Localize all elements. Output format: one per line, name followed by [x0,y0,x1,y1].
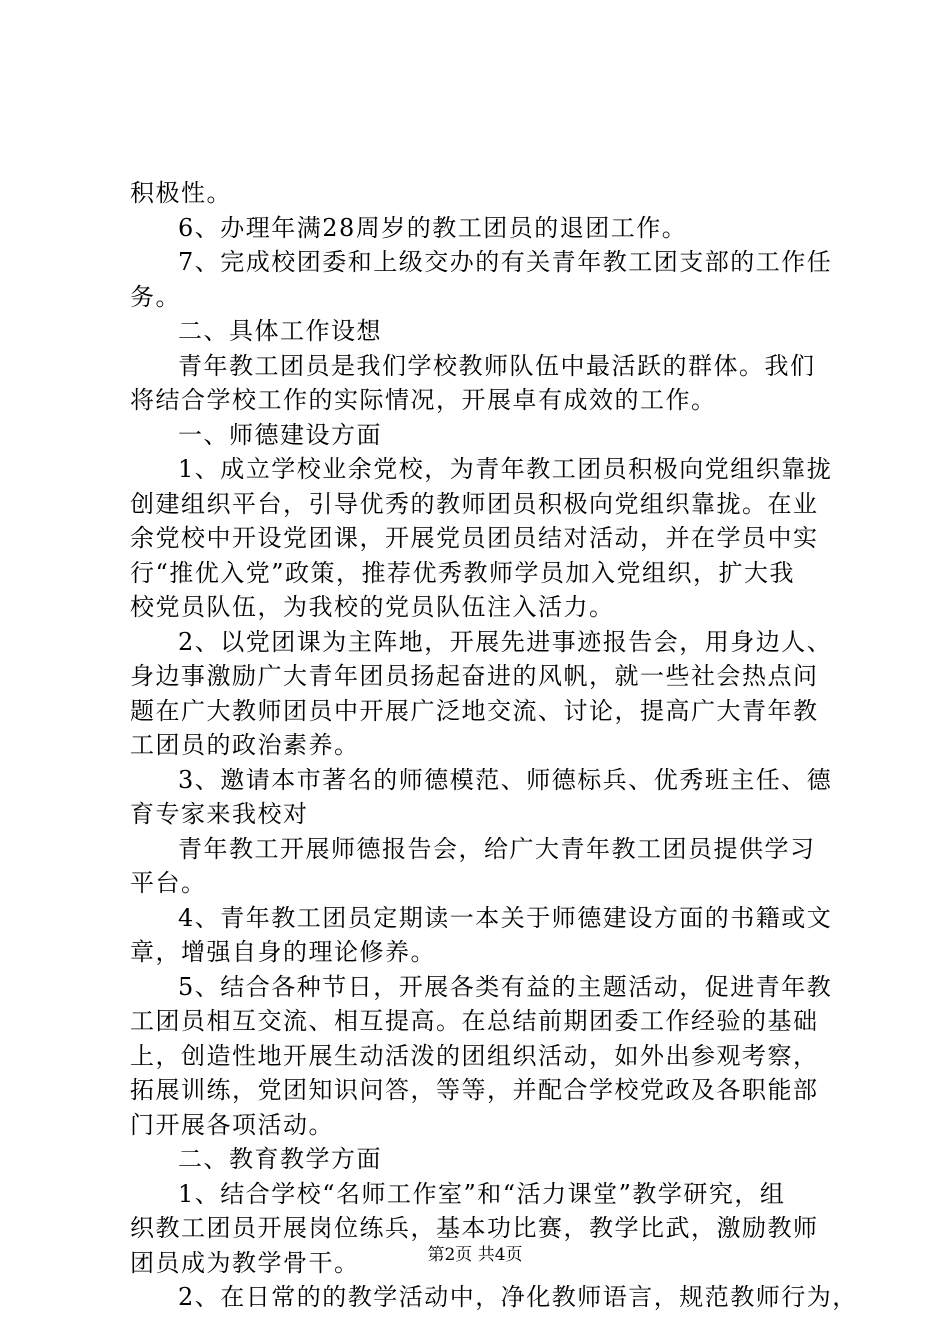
text-line: 7、完成校团委和上级交办的有关青年教工团支部的工作任 [178,248,833,276]
text-line: 工团员相互交流、相互提高。在总结前期团委工作经验的基础 [130,1007,819,1035]
text-line: 工团员的政治素养。 [130,731,360,759]
text-line: 1、结合学校“名师工作室”和“活力课堂”教学研究，组 [178,1179,786,1208]
text-line: 余党校中开设党团课，开展党员团员结对活动，并在学员中实 [130,524,819,552]
document-body [130,176,858,1315]
text-line: 创建组织平台，引导优秀的教师团员积极向党组织靠拢。在业 [130,489,819,518]
text-line: 身边事激励广大青年团员扬起奋进的风帆，就一些社会热点问 [130,662,819,690]
text-line: 青年教工团员是我们学校教师队伍中最活跃的群体。我们 [178,351,816,380]
text-line: 行“推优入党”政策，推荐优秀教师学员加入党组织，扩大我 [130,558,796,587]
text-line: 育专家来我校对 [130,800,309,828]
text-line: 校党员队伍，为我校的党员队伍注入活力。 [130,593,615,621]
text-line: 3、邀请本市著名的师德模范、师德标兵、优秀班主任、德 [178,765,833,794]
text-line: 团员成为教学骨干。 [130,1248,360,1277]
text-line: 一、师德建设方面 [178,420,382,449]
text-line: 二、具体工作设想 [178,317,382,345]
text-line: 1、成立学校业余党校，为青年教工团员积极向党组织靠拢 [178,455,833,483]
text-line: 织教工团员开展岗位练兵，基本功比赛，教学比武，激励教师 [130,1214,819,1242]
text-line: 4、青年教工团员定期读一本关于师德建设方面的书籍或文 [178,903,833,932]
text-line: 6、办理年满28周岁的教工团员的退团工作。 [178,213,688,242]
text-line: 5、结合各种节日，开展各类有益的主题活动，促进青年教 [178,972,833,1001]
text-line: 二、教育教学方面 [178,1145,382,1173]
text-line: 平台。 [130,869,207,897]
text-line: 门开展各项活动。 [130,1110,334,1139]
page-footer: 第2页 共4页 [427,1245,523,1265]
text-line: 上，创造性地开展生动活泼的团组织活动，如外出参观考察， [130,1041,819,1070]
text-line: 章，增强自身的理论修养。 [130,938,436,966]
text-line: 将结合学校工作的实际情况，开展卓有成效的工作。 [130,386,717,414]
text-line: 题在广大教师团员中开展广泛地交流、讨论，提高广大青年教 [130,696,819,725]
text-line: 务。 [130,282,181,311]
text-line: 2、在日常的的教学活动中，净化教师语言，规范教师行为， [178,1283,858,1311]
text-line: 拓展训练，党团知识问答，等等，并配合学校党政及各职能部 [130,1076,819,1104]
text-line: 2、以党团课为主阵地，开展先进事迹报告会，用身边人、 [178,627,833,656]
text-line: 青年教工开展师德报告会，给广大青年教工团员提供学习 [178,834,816,863]
text-line: 积极性。 [130,179,232,207]
